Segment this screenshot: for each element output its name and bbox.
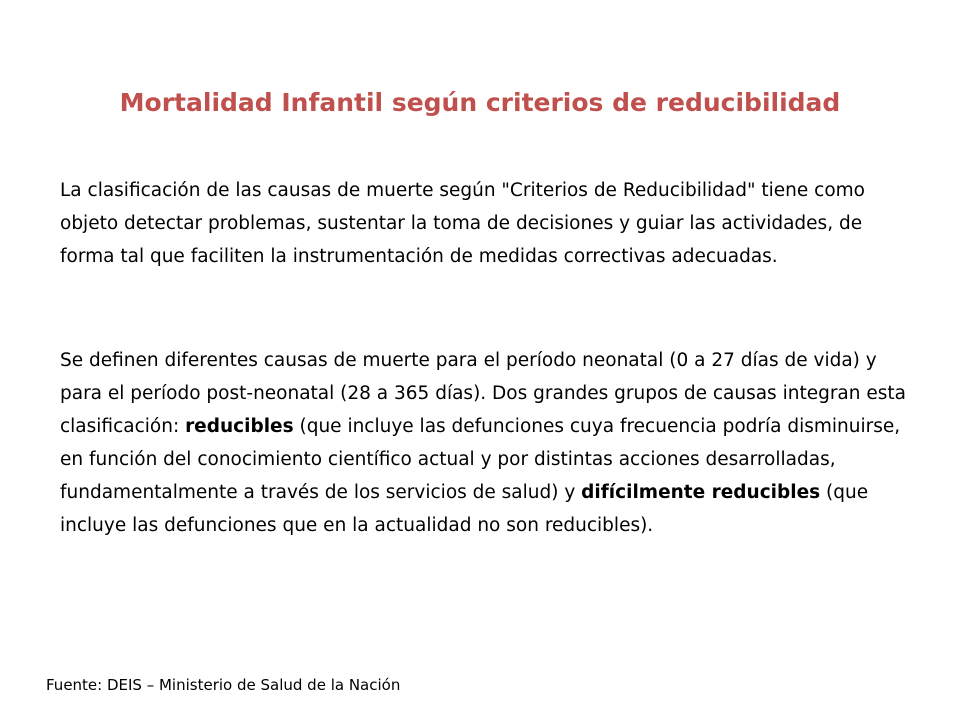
term-dificilmente-reducibles: difícilmente reducibles <box>581 482 821 503</box>
paragraph-definitions-text-2: (que incluye las defunciones cuya frecuencia podría disminuirse, en función del conocimiento científico actual y por distintas acciones desarrolladas, fundamentalmente a través de los servicios de salud) y <box>60 416 901 503</box>
paragraph-definitions-text-3: (que incluye las defunciones que en la actualidad no son reducibles). <box>60 482 869 536</box>
slide-title: Mortalidad Infantil según criterios de reducibilidad <box>119 87 841 117</box>
source-note: Fuente: DEIS – Ministerio de Salud de la Nación <box>46 676 401 694</box>
paragraph-definitions <box>60 344 910 542</box>
paragraph-classification: La clasificación de las causas de muerte según "Criterios de Reducibilidad" tiene como objeto detectar problemas, sustentar la toma de decisiones y guiar las actividades, de forma tal que faciliten la instrumentación de medidas correctivas adecuadas. <box>60 180 865 267</box>
term-reducibles: reducibles <box>185 416 294 437</box>
paragraph-definitions-text-1: Se definen diferentes causas de muerte para el período neonatal (0 a 27 días de vida) y para el período post-neonatal (28 a 365 días). Dos grandes grupos de causas integran esta clasificación: <box>60 350 906 437</box>
